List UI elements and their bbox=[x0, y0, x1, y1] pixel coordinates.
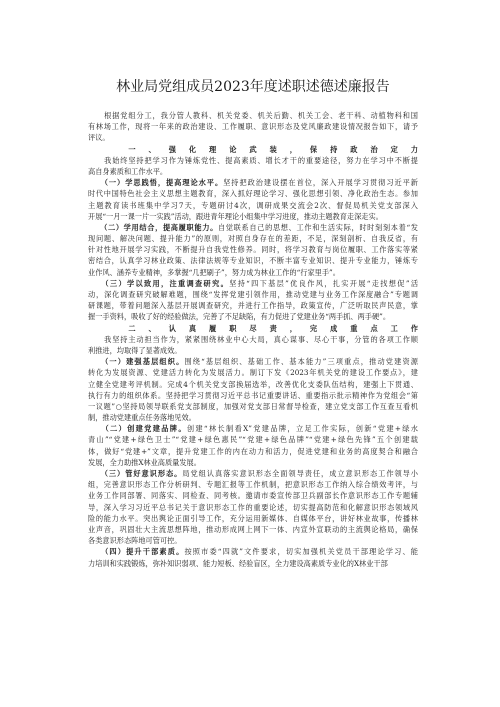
paragraph bbox=[88, 177, 418, 222]
text-line: 业作风、涵养专业精神，多掌握“几把刷子”，努力成为林业工作的“行家里手”。 bbox=[88, 267, 340, 277]
text-line: 青山”“党建+绿色卫士”“党建+绿色惠民”“党建+绿色品牌”“党建+绿色先锋”五个创建载 bbox=[88, 435, 418, 445]
text-line: 我始终坚持把学习作为锤炼党性、提高素质、增长才干的重要途径，努力在学习中不断提 bbox=[88, 155, 418, 165]
paragraph bbox=[88, 323, 418, 357]
text-line: 立健全党建考评机制。完成4个机关党支部换届选举，改善优化支委队伍结构，建强上下贯通、 bbox=[88, 379, 418, 389]
text-line: 转化为发展资源、党建活力转化为发展活力。制订下发《2023年机关党的建设工作要点》，建 bbox=[88, 368, 418, 378]
text-line: 开展“一月一课一片一实践”活动，跟进青年理论小组集中学习进度，推动主题教育走深走实。 bbox=[88, 211, 383, 221]
text-line: 一议题”○坚持局领导联系党支部制度，加强对党支部日常督导检查，建立党支部工作互查互看机 bbox=[88, 401, 418, 411]
text-line: 利推进，均取得了显著成效。 bbox=[88, 345, 182, 355]
text-line: （三）管好意识形态。局党组认真落实意识形态全面领导责任，成立意识形态工作领导小 bbox=[88, 469, 418, 478]
paragraph bbox=[88, 356, 418, 423]
text-line: 一、强化理论武装，保持政治定力 bbox=[88, 144, 418, 154]
paragraph bbox=[88, 144, 418, 178]
text-line: （二）学用结合，提高履职能力。自觉联系自己的思想、工作和生活实际，时时刻刻本着“发 bbox=[88, 222, 418, 232]
text-line: 现问题、解决问题、提升能力”的原则，对照自身存在的差距，不足，深刻剖析、自我反省，有 bbox=[88, 234, 418, 244]
text-line: 主题教育读书班集中学习7天，专题研讨4次，调研成果交流会2次、督促局机关党支部深入 bbox=[88, 200, 418, 210]
text-line: 业声音，巩固壮大主流思想阵地，推动形成网上网下一体、内宣外宣联动的主流舆论格局，确保 bbox=[88, 524, 418, 534]
text-line: 业务工作同部署、同落实、同检查、同考核。邀请市委宣传部卫兵副部长作意识形态工作专题辅 bbox=[88, 491, 418, 501]
text-line: 研课题，带着问题深入基层开展调查研究，并进行工作指导，政策宣传，广泛听取民声民意，掌 bbox=[88, 301, 418, 311]
paragraph bbox=[88, 468, 418, 546]
text-line: 评议。 bbox=[88, 133, 110, 143]
text-line: 组，完善意识形态工作分析研判、专题汇报等工作机制，把意识形态工作纳入综合绩效考评，与 bbox=[88, 480, 418, 490]
text-line: 动，深化调查研究破解难题，围绕“发挥党建引领作用，推动党建与业务工作深度融合”专题调 bbox=[88, 290, 418, 299]
text-line: （二）创建党建品牌。创建“林长制看X”党建品牌，立足工作实际，创新“党建+绿水 bbox=[88, 424, 418, 434]
text-line: （一）建强基层组织。围绕“基层组织、基础工作、基本能力”三项重点，推动党建资源 bbox=[88, 357, 418, 367]
text-line: 各类意识形态阵地可管可控。 bbox=[88, 536, 182, 546]
text-line: （四）提升干部素质。按照市委“四就”文件要求，切实加强机关党员干部理论学习、能 bbox=[88, 547, 418, 557]
text-line: 时代中国特色社会主义思想主题教育，深入抓好理论学习、强化思想引领、净化政治生态。参加 bbox=[88, 189, 418, 199]
text-line: 握一手资料，吸收了好的经验做法，完善了不足缺陷，有力促进了党建业务“两手抓、两手硬”。 bbox=[88, 312, 391, 322]
paragraph bbox=[88, 423, 418, 468]
text-line: 高自身素质和工作水平。 bbox=[88, 166, 168, 176]
text-line: （一）学思践悟，提高理论水平。坚持把政治建设摆在首位，深入开展学习贯彻习近平新 bbox=[88, 178, 418, 188]
document-title: 林业局党组成员2023年度述职述德述廉报告 bbox=[116, 79, 390, 95]
paragraph bbox=[88, 278, 418, 323]
paragraph bbox=[88, 110, 418, 144]
document-page bbox=[88, 0, 418, 707]
paragraph bbox=[88, 222, 418, 278]
text-line: 力培训和实践锻炼，弥补知识弱项、能力短板、经验盲区，全力建设高素质专业化的X林业干部 bbox=[88, 558, 388, 568]
text-line: 发展，全力助推X林业高质量发展。 bbox=[88, 457, 201, 467]
text-line: 根据党组分工，我分管人教科、机关党委、机关后勤、机关工会、老干科、动植物科和国 bbox=[88, 111, 418, 120]
text-line: 密结合，认真学习林业政策、法律法规等专业知识，不断丰富专业知识、提升专业能力，锤炼专 bbox=[88, 256, 418, 266]
text-line: 执行有力的组织体系。坚持把学习贯彻习近平总书记重要讲话、重要指示批示精神作为党组会“第 bbox=[88, 390, 418, 400]
document-body bbox=[88, 110, 418, 569]
text-line: 体，做好“党建+”文章，提升党建工作的内在动力和活力，促进党建和业务的高度契合和融合 bbox=[88, 446, 418, 456]
text-line: 二、认真履职尽责，完成重点工作 bbox=[88, 323, 418, 333]
text-line: 针对性地开展学习实践，不断提升自我党性修养。同时，将学习教育与岗位履职、工作落实等紧 bbox=[88, 245, 418, 255]
text-line: 我坚持主动担当作为，紧紧围绕林业中心大局，真心谋事、尽心干事，分管的各项工作顺 bbox=[88, 334, 418, 344]
text-line: 导，深入学习习近平总书记关于意识形态工作的重要论述，切实提高防范和化解意识形态领域风 bbox=[88, 502, 418, 512]
text-line: （三）学以致用，注重调查研究。坚持“四下基层”优良作风，扎实开展“走找想促”活 bbox=[88, 278, 418, 288]
text-line: 险的能力水平。突出舆论正面引导工作，充分运用新媒体、自媒体平台，讲好林业故事，传播林 bbox=[88, 513, 418, 523]
text-line: 有林场工作，现将一年来的政治建设、工作履职、意识形态及党风廉政建设情况报告如下，请予 bbox=[88, 122, 418, 132]
paragraph bbox=[88, 546, 418, 568]
text-line: 制，推动党建重点任务落地见效。 bbox=[88, 413, 196, 423]
